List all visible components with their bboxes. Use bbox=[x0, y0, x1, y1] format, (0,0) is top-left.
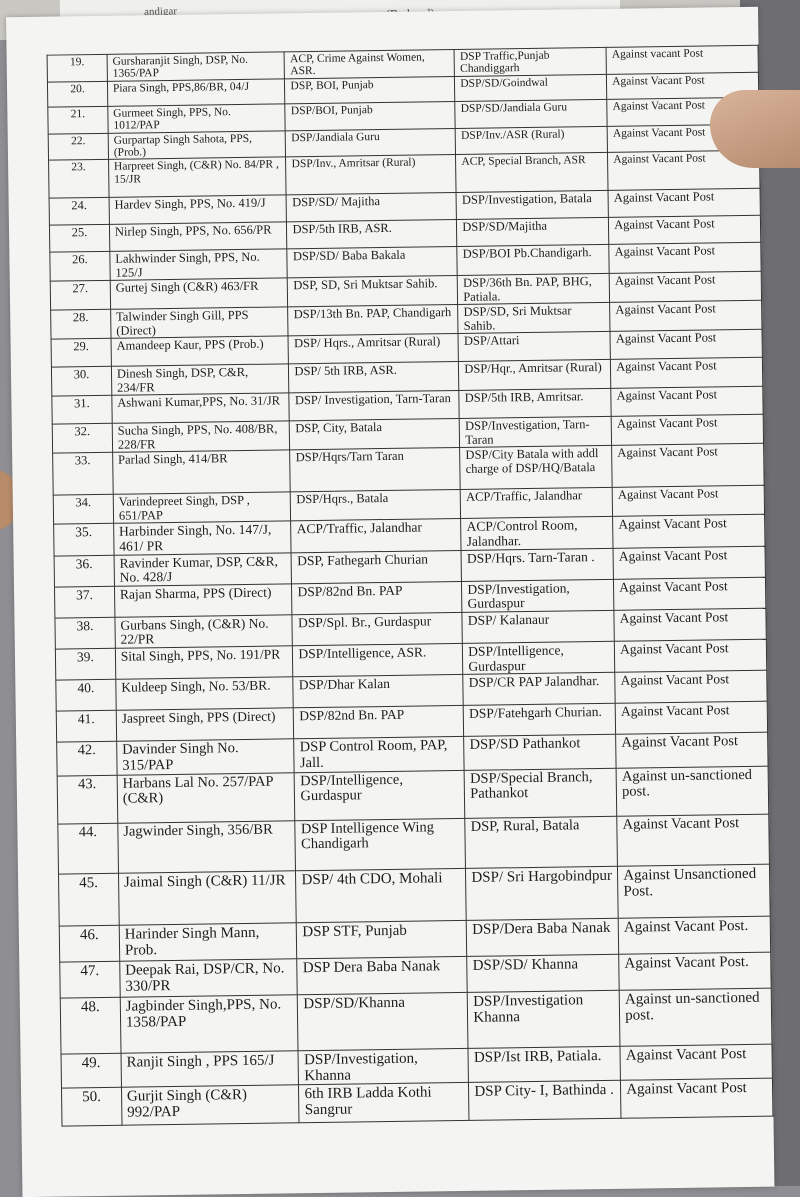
cell-remarks: Against vacant Post bbox=[606, 45, 758, 74]
cell-name: Ashwani Kumar,PPS, No. 31/JR bbox=[112, 393, 290, 423]
posting-table bbox=[47, 45, 774, 1127]
cell-from: DSP/ Hqrs., Amritsar (Rural) bbox=[289, 334, 459, 364]
cell-from: DSP, SD, Sri Muktsar Sahib. bbox=[288, 276, 458, 307]
cell-to: DSP/ Kalanaur bbox=[462, 610, 614, 643]
cell-sno: 35. bbox=[54, 524, 114, 556]
cell-name: Harbans Lal No. 257/PAP (C&R) bbox=[117, 772, 295, 822]
cell-sno: 41. bbox=[56, 710, 116, 742]
cell-sno: 42. bbox=[57, 741, 117, 775]
cell-to: ACP/Control Room, Jalandhar. bbox=[461, 517, 613, 550]
header-fragment-left: andigar bbox=[143, 5, 178, 19]
cell-name: Harpreet Singh, (C&R) No. 84/PR , 15/JR bbox=[108, 157, 286, 197]
cell-to: DSP/Investigation, Batala bbox=[456, 191, 608, 220]
cell-name: Hardev Singh, PPS, No. 419/J bbox=[109, 195, 287, 224]
cell-to: DSP/Fatehgarh Churian. bbox=[464, 704, 616, 737]
cell-sno: 46. bbox=[59, 925, 119, 962]
cell-remarks: Against Vacant Post bbox=[614, 639, 766, 672]
cell-sno: 27. bbox=[50, 281, 110, 311]
cell-to: DSP/Investigation, Tarn-Taran bbox=[460, 417, 612, 448]
cell-remarks: Against Vacant Post bbox=[610, 301, 762, 332]
posting-table-body bbox=[47, 45, 773, 1126]
cell-to: DSP/SD/Jandiala Guru bbox=[455, 99, 607, 128]
cell-remarks: Against Vacant Post bbox=[621, 1078, 773, 1118]
cell-from: DSP/Hqrs/Tarn Taran bbox=[290, 448, 460, 492]
cell-from: DSP/82nd Bn. PAP bbox=[292, 581, 462, 615]
cell-remarks: Against Vacant Post bbox=[617, 814, 769, 866]
cell-to: DSP/City Batala with addl charge of DSP/HQ/Batala bbox=[460, 446, 612, 490]
cell-name: Ranjit Singh , PPS 165/J bbox=[121, 1050, 299, 1087]
cell-name: Jagwinder Singh, 356/BR bbox=[118, 820, 296, 872]
cell-remarks: Against Vacant Post bbox=[614, 608, 766, 641]
cell-from: DSP STF, Punjab bbox=[297, 920, 467, 958]
cell-remarks: Against Vacant Post bbox=[608, 189, 760, 218]
cell-to: DSP/5th IRB, Amritsar. bbox=[459, 389, 611, 419]
cell-sno: 29. bbox=[51, 339, 111, 368]
cell-remarks: Against Vacant Post bbox=[611, 387, 763, 417]
cell-name: Dinesh Singh, DSP, C&R, 234/FR bbox=[111, 364, 289, 395]
cell-remarks: Against Vacant Post bbox=[612, 486, 764, 517]
cell-from: DSP, BOI, Punjab bbox=[285, 76, 455, 103]
cell-from: DSP/SD/ Baba Bakala bbox=[287, 247, 457, 278]
cell-to: DSP/CR PAP Jalandhar. bbox=[463, 673, 615, 706]
cell-to: ACP/Traffic, Jalandhar bbox=[460, 488, 612, 519]
cell-name: Nirlep Singh, PPS, No. 656/PR bbox=[109, 222, 287, 251]
cell-remarks: Against Vacant Post bbox=[612, 444, 764, 488]
cell-from: DSP/Dhar Kalan bbox=[293, 675, 463, 708]
cell-to: DSP, Rural, Batala bbox=[465, 816, 618, 868]
cell-sno: 43. bbox=[57, 775, 118, 824]
cell-sno: 32. bbox=[52, 424, 112, 454]
cell-remarks: Against Vacant Post bbox=[613, 546, 765, 579]
cell-sno: 20. bbox=[47, 81, 107, 107]
cell-remarks: Against Vacant Post bbox=[611, 358, 763, 389]
cell-to: DSP/Special Branch, Pathankot bbox=[464, 768, 617, 818]
cell-to: DSP/SD/Majitha bbox=[457, 218, 609, 247]
cell-remarks: Against Vacant Post bbox=[609, 216, 761, 245]
cell-remarks: Against Vacant Post bbox=[608, 151, 760, 191]
cell-from: DSP Dera Baba Nanak bbox=[297, 956, 467, 994]
cell-remarks: Against Unsanctioned Post. bbox=[618, 864, 771, 918]
cell-remarks: Against Vacant Post. bbox=[619, 952, 771, 990]
cell-name: Kuldeep Singh, No. 53/BR. bbox=[116, 677, 294, 710]
cell-from: DSP/Jandiala Guru bbox=[286, 128, 456, 157]
cell-from: DSP/Inv., Amritsar (Rural) bbox=[286, 155, 456, 195]
cell-from: DSP/SD/Khanna bbox=[298, 992, 469, 1050]
cell-to: DSP/SD/ Khanna bbox=[467, 954, 619, 992]
cell-name: Sital Singh, PPS, No. 191/PR bbox=[115, 646, 293, 680]
cell-remarks: Against Vacant Post bbox=[607, 72, 759, 99]
cell-remarks: Against Vacant Post bbox=[613, 515, 765, 548]
cell-remarks: Against Vacant Post bbox=[615, 701, 767, 734]
cell-sno: 47. bbox=[60, 961, 120, 998]
cell-to: DSP/BOI Pb.Chandigarh. bbox=[457, 245, 609, 276]
cell-sno: 49. bbox=[61, 1053, 121, 1088]
cell-sno: 48. bbox=[60, 997, 121, 1054]
cell-name: Jaimal Singh (C&R) 11/JR bbox=[118, 870, 296, 924]
cell-to: DSP/Investigation Khanna bbox=[468, 990, 621, 1048]
cell-from: DSP Intelligence Wing Chandigarh bbox=[295, 818, 466, 870]
cell-from: DSP/5th IRB, ASR. bbox=[287, 220, 457, 249]
cell-name: Lakhwinder Singh, PPS, No. 125/J bbox=[110, 249, 288, 280]
cell-remarks: Against Vacant Post bbox=[607, 124, 759, 153]
cell-to: DSP/Intelligence, Gurdaspur bbox=[463, 641, 615, 674]
cell-name: Deepak Rai, DSP/CR, No. 330/PR bbox=[120, 958, 298, 996]
cell-sno: 38. bbox=[55, 617, 115, 649]
cell-sno: 34. bbox=[53, 495, 113, 525]
cell-name: Rajan Sharma, PPS (Direct) bbox=[114, 584, 292, 618]
cell-to: DSP/SD, Sri Muktsar Sahib. bbox=[458, 303, 610, 334]
cell-name: Gurpartap Singh Sahota, PPS, (Prob.) bbox=[108, 130, 286, 159]
cell-from: DSP/82nd Bn. PAP bbox=[294, 706, 464, 739]
cell-name: Gurmeet Singh, PPS, No. 1012/PAP bbox=[108, 104, 286, 133]
cell-name: Harbinder Singh, No. 147/J, 461/ PR bbox=[113, 521, 291, 555]
cell-sno: 31. bbox=[52, 396, 112, 425]
cell-name: Gurjit Singh (C&R) 992/PAP bbox=[121, 1085, 299, 1125]
cell-sno: 23. bbox=[49, 160, 109, 199]
cell-sno: 26. bbox=[50, 252, 110, 282]
cell-to: DSP City- I, Bathinda . bbox=[469, 1080, 621, 1120]
cell-name: Jagbinder Singh,PPS, No. 1358/PAP bbox=[120, 994, 298, 1052]
cell-name: Gurtej Singh (C&R) 463/FR bbox=[110, 278, 288, 309]
cell-from: ACP/Traffic, Jalandhar bbox=[291, 519, 461, 553]
cell-name: Jaspreet Singh, PPS (Direct) bbox=[116, 708, 294, 741]
cell-name: Gursharanjit Singh, DSP, No. 1365/PAP bbox=[107, 52, 285, 81]
cell-remarks: Against Vacant Post bbox=[616, 732, 768, 767]
cell-sno: 39. bbox=[55, 648, 115, 680]
cell-sno: 28. bbox=[51, 310, 111, 340]
cell-sno: 45. bbox=[58, 873, 119, 926]
cell-to: DSP/SD Pathankot bbox=[464, 735, 616, 770]
cell-from: DSP Control Room, PAP, Jall. bbox=[294, 737, 464, 773]
cell-sno: 44. bbox=[58, 823, 119, 874]
cell-from: ACP, Crime Against Women, ASR. bbox=[285, 49, 455, 78]
cell-sno: 21. bbox=[48, 106, 108, 134]
cell-remarks: Against un-sanctioned post. bbox=[619, 988, 772, 1046]
cell-from: DSP/ 4th CDO, Mohali bbox=[296, 868, 467, 922]
cell-from: DSP/Investigation, Khanna bbox=[298, 1048, 468, 1085]
cell-name: Amandeep Kaur, PPS (Prob.) bbox=[111, 336, 289, 366]
cell-to: DSP/Dera Baba Nanak bbox=[466, 918, 618, 956]
cell-name: Piara Singh, PPS,86/BR, 04/J bbox=[107, 79, 285, 106]
cell-name: Parlad Singh, 414/BR bbox=[113, 450, 291, 494]
document-page bbox=[6, 7, 774, 1197]
cell-to: DSP/Attari bbox=[458, 332, 610, 362]
cell-name: Davinder Singh No. 315/PAP bbox=[117, 739, 295, 775]
cell-from: DSP/Spl. Br., Gurdaspur bbox=[292, 612, 462, 646]
thumb bbox=[710, 90, 800, 168]
cell-name: Talwinder Singh Gill, PPS (Direct) bbox=[111, 307, 289, 338]
cell-remarks: Against Vacant Post bbox=[610, 330, 762, 360]
cell-remarks: Against Vacant Post bbox=[620, 1044, 772, 1080]
cell-to: DSP Traffic,Punjab Chandiggarh bbox=[454, 47, 606, 76]
table-row bbox=[60, 988, 772, 1054]
cell-sno: 40. bbox=[56, 680, 116, 712]
cell-sno: 19. bbox=[47, 54, 107, 82]
cell-remarks: Against Vacant Post bbox=[614, 577, 766, 610]
cell-to: DSP/Investigation, Gurdaspur bbox=[462, 579, 614, 612]
cell-name: Ravinder Kumar, DSP, C&R, No. 428/J bbox=[114, 552, 292, 586]
cell-sno: 22. bbox=[48, 133, 108, 161]
cell-sno: 33. bbox=[53, 453, 113, 496]
cell-to: DSP/Ist IRB, Patiala. bbox=[468, 1046, 620, 1082]
cell-name: Sucha Singh, PPS, No. 408/BR, 228/FR bbox=[112, 421, 290, 452]
cell-remarks: Against Vacant Post bbox=[607, 97, 759, 126]
posting-table-container bbox=[47, 45, 774, 1127]
cell-sno: 30. bbox=[51, 367, 111, 397]
cell-sno: 24. bbox=[49, 198, 109, 226]
cell-from: DSP/SD/ Majitha bbox=[287, 193, 457, 222]
cell-from: DSP/Hqrs., Batala bbox=[291, 490, 461, 521]
cell-to: ACP, Special Branch, ASR bbox=[456, 153, 608, 193]
cell-from: DSP/ Investigation, Tarn-Taran bbox=[289, 391, 459, 421]
cell-from: 6th IRB Ladda Kothi Sangrur bbox=[299, 1082, 469, 1122]
cell-remarks: Against Vacant Post bbox=[615, 670, 767, 703]
cell-to: DSP/ Sri Hargobindpur bbox=[466, 866, 619, 920]
cell-to: DSP/Hqr., Amritsar (Rural) bbox=[459, 360, 611, 391]
cell-from: DSP/Intelligence, Gurdaspur bbox=[295, 770, 465, 820]
cell-name: Gurbans Singh, (C&R) No. 22/PR bbox=[115, 615, 293, 649]
cell-to: DSP/Hqrs. Tarn-Taran . bbox=[461, 548, 613, 581]
cell-to: DSP/36th Bn. PAP, BHG, Patiala. bbox=[458, 274, 610, 305]
cell-from: DSP/13th Bn. PAP, Chandigarh bbox=[288, 305, 458, 336]
cell-from: DSP/Intelligence, ASR. bbox=[293, 643, 463, 677]
cell-remarks: Against Vacant Post bbox=[609, 272, 761, 303]
cell-to: DSP/Inv./ASR (Rural) bbox=[455, 126, 607, 155]
cell-to: DSP/SD/Goindwal bbox=[455, 74, 607, 101]
cell-remarks: Against Vacant Post. bbox=[618, 916, 770, 954]
cell-sno: 25. bbox=[49, 225, 109, 253]
cell-sno: 36. bbox=[54, 555, 114, 587]
cell-remarks: Against un-sanctioned post. bbox=[616, 766, 768, 816]
cell-name: Harinder Singh Mann, Prob. bbox=[119, 922, 297, 960]
cell-from: DSP, City, Batala bbox=[290, 419, 460, 450]
cell-remarks: Against Vacant Post bbox=[611, 415, 763, 446]
cell-sno: 50. bbox=[61, 1087, 121, 1126]
cell-name: Varindepreet Singh, DSP , 651/PAP bbox=[113, 492, 291, 523]
cell-from: DSP/BOI, Punjab bbox=[285, 101, 455, 130]
cell-sno: 37. bbox=[54, 586, 114, 618]
cell-from: DSP/ 5th IRB, ASR. bbox=[289, 362, 459, 393]
cell-from: DSP, Fathegarh Churian bbox=[292, 550, 462, 584]
cell-remarks: Against Vacant Post bbox=[609, 243, 761, 274]
